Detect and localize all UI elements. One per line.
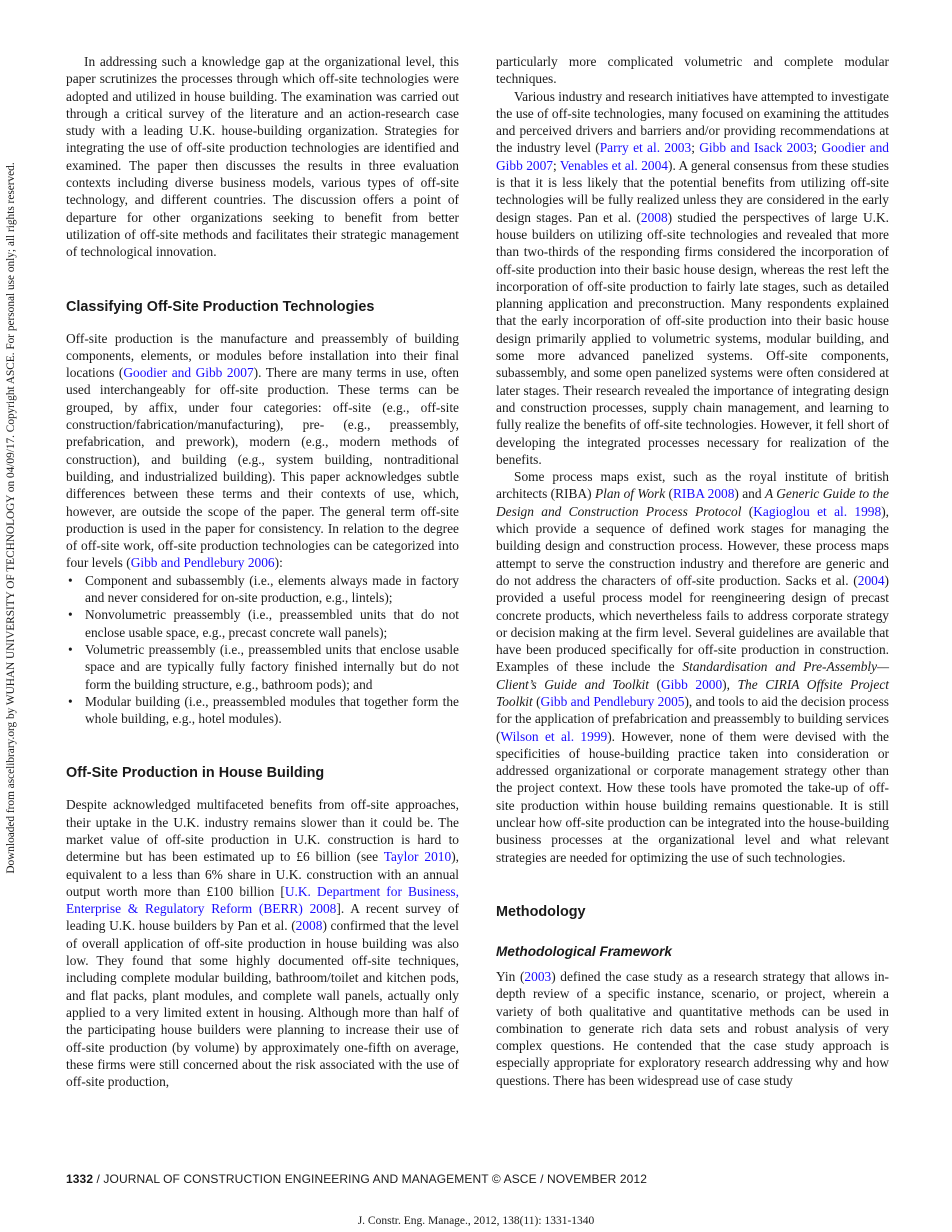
body-text: Volumetric preassembly (i.e., preassembled units that enclose usable space and are typically fully factory finished internally but do not form the building structure, e.g., bathroom pods); and: [85, 641, 459, 692]
citation-link[interactable]: Gibb and Pendlebury 2005: [540, 693, 685, 709]
list-item: [66, 693, 459, 728]
body-text: ). A general consensus from these studies is that it is less likely that the potential benefits from utilizing off-site technologies will be fully realized unless they are considered in the early design stages. Pan et al. (: [496, 157, 889, 225]
citation-link[interactable]: Parry et al. 2003: [599, 140, 692, 156]
body-text: (: [648, 676, 662, 692]
citation-link[interactable]: Kagioglou et al. 1998: [753, 503, 882, 519]
list-item: [66, 606, 459, 641]
citation-line: J. Constr. Eng. Manage., 2012, 138(11): 1331-1340: [357, 1215, 595, 1227]
bullet-icon: •: [68, 572, 73, 588]
paragraph: [496, 88, 889, 469]
body-text: ):: [274, 555, 283, 571]
italic-title: Standardisation and Pre-Assembly—Client’s Guide and Toolkit: [496, 659, 889, 692]
citation-link[interactable]: Taylor 2010: [383, 849, 452, 865]
body-text: Yin (: [496, 968, 525, 984]
section-heading: Classifying Off-Site Production Technologies: [66, 298, 375, 315]
page-number: 1332: [66, 1172, 94, 1186]
citation-link[interactable]: Gibb and Pendlebury 2006: [130, 555, 275, 571]
paragraph: [66, 53, 459, 261]
body-text: (: [665, 486, 673, 502]
body-text: Nonvolumetric preassembly (i.e., preassembled units that do not enclose usable space, e.g., precast concrete wall panels);: [85, 607, 459, 640]
citation-link[interactable]: Gibb 2000: [661, 676, 723, 692]
body-text: ) provided a useful process model for reengineering design of precast concrete products, which nevertheless fails to address corporate strategy or decision making at the firm level. Several guidelines are available that have been produced specifically for off-site production in construction. Examples of these include the: [496, 572, 889, 675]
citation-link[interactable]: 2008: [295, 918, 323, 934]
body-text: ). There are many terms in use, often used interchangeably for off-site production. These terms can be grouped, by affix, under four categories: off-site (e.g., off-site construction/fabrication/manufacturing), pre- (e.g., preassembly, prefabrication, and prework), modern (e.g., modern methods of construction), and building (e.g., system building, nontraditional building, and industrialized building). This paper acknowledges subtle differences between these terms and their contexts of use, which, however, are outside the scope of the paper. The general term off-site production is used in the paper for consistency. In relation to the degree of off-site work, off-site production technologies can be categorized into four levels (: [66, 365, 460, 571]
body-text: ;: [553, 157, 560, 173]
body-text: ) and: [734, 486, 765, 502]
body-text: ), equivalent to a less than 6% share in U.K. construction with an annual output worth more than £100 billion [: [66, 849, 460, 899]
body-text: Some process maps exist, such as the royal institute of british architects (RIBA): [496, 469, 889, 502]
body-text: ). However, none of them were devised with the specificities of house-building practice taken into consideration or addressed organizational or corporate management strategy other than the project context. How these tools have promoted the take-up of off-site production within house building remains questionable. It is still unclear how off-site production can be integrated into the house-building business processes at the organizational level and what relevant strategies are needed for optimizing the use of such technologies.: [496, 728, 889, 865]
citation-link[interactable]: Goodier and Gibb 2007: [123, 365, 254, 381]
body-text: ), and tools to aid the decision process for the application of prefabrication and preassembly to building services (: [496, 693, 890, 744]
citation-link[interactable]: Goodier and Gibb 2007: [496, 140, 889, 173]
citation-link[interactable]: Wilson et al. 1999: [500, 728, 608, 744]
italic-title: The CIRIA Offsite Project Toolkit: [496, 676, 890, 709]
body-text: ) defined the case study as a research strategy that allows in-depth review of a specific instance, scenario, or project, wherein a variety of both qualitative and quantitative methods can be used in combination to generate rich data sets and robust analysis of very complex questions. He contended that the case study approach is especially appropriate for exploratory research addressing why and how questions. There has been widespread use of case study: [496, 968, 889, 1088]
citation-link[interactable]: Gibb and Isack 2003: [699, 140, 814, 156]
bullet-list: [66, 572, 459, 728]
right-column: [496, 53, 889, 1089]
citation-link[interactable]: Venables et al. 2004: [559, 157, 668, 173]
bullet-icon: •: [68, 693, 73, 709]
body-text: ;: [813, 140, 822, 156]
paragraph: [496, 968, 889, 1089]
paragraph: [496, 468, 889, 866]
citation-link[interactable]: 2003: [524, 968, 552, 984]
page-footer: [66, 1172, 647, 1186]
body-text: ;: [691, 140, 700, 156]
paragraph: [66, 796, 459, 1090]
paragraph: [66, 330, 459, 572]
citation-link[interactable]: U.K. Department for Business, Enterprise & Regulatory Reform (BERR) 2008: [66, 883, 459, 917]
paragraph: [496, 53, 889, 88]
subsection-heading: Methodological Framework: [496, 943, 672, 959]
body-text: ) studied the perspectives of large U.K. house builders on utilizing off-site technologies and revealed that more than two-thirds of the responding firms considered the incorporation of off-site production into their basic house design, whereas the rest left the incorporation of off-site production to fairly late stages, such as detailed planning application and preconstruction. Many respondents explained that the early incorporation of off-site production into their basic house design primarily applied to volumetric systems, modular building, and some more advanced panelized systems. Off-site components, subassembly, and some open panelized systems were often considered at later stages. Their research revealed the importance of integrating design and construction processes, supply chain management, and learning to fully realize the benefits of off-site technologies. However, it fell short of developing the integrated processes necessary for realization of the benefits.: [496, 209, 889, 467]
section-heading: Off-Site Production in House Building: [66, 765, 325, 782]
citation-link[interactable]: RIBA 2008: [673, 486, 735, 502]
body-text: In addressing such a knowledge gap at the organizational level, this paper scrutinizes the processes through which off-site technologies were adopted and utilized in house building. The examination was carried out through a critical survey of the literature and an action-research case study with a leading U.K. house-building organization. Strategies for integrating the use of off-site production technologies are identified and examined. The paper then discusses the results in three evaluation contexts including diverse business models, various types of off-site technology, and different countries. The discussion offers a point of departure for other organizations seeking to benefit from better utilization of off-site methods and facilitates their strategic management of technological innovation.: [66, 54, 459, 260]
body-text: (: [741, 503, 754, 519]
body-text: particularly more complicated volumetric and complete modular techniques.: [496, 54, 889, 87]
list-item: [66, 572, 459, 607]
body-text: Despite acknowledged multifaceted benefits from off-site approaches, their uptake in the U.K. industry remains slower than it could be. The market value of off-site production in U.K. construction is hard to determine but has been estimated up to £6 billion (see: [66, 797, 459, 865]
bullet-icon: •: [68, 641, 73, 657]
body-text: ]. A recent survey of leading U.K. house builders by Pan et al. (: [66, 901, 459, 934]
bullet-icon: •: [68, 607, 73, 623]
section-heading: Methodology: [496, 903, 586, 920]
download-notice: Downloaded from ascelibrary.org by WUHAN UNIVERSITY OF TECHNOLOGY on 04/09/17. Copyright ASCE. For personal use only; all rights reserved.: [5, 162, 17, 874]
body-text: Off-site production is the manufacture and preassembly of building components, elements, or modules before installation into their final locations (: [66, 330, 459, 381]
left-column: [66, 53, 459, 1090]
italic-title: A Generic Guide to the Design and Construction Process Protocol: [496, 486, 889, 519]
body-text: Various industry and research initiatives have attempted to investigate the use of off-site technologies, many focused on examining the attitudes and perceived drivers and barriers and/or providing recommendations at the industry level (: [496, 88, 889, 156]
body-text: Component and subassembly (i.e., elements always made in factory and never considered for on-site production, e.g., lintels);: [85, 572, 459, 606]
body-text: (: [532, 693, 541, 709]
citation-link[interactable]: 2004: [857, 572, 885, 588]
body-text: ),: [722, 676, 738, 692]
italic-title: Plan of Work: [594, 486, 666, 502]
body-text: ) confirmed that the level of overall application of off-site production in house building was also low. They found that some highly documented off-site techniques, including complete modular building, bathroom/toilet and kitchen pods, and flat packs, plant modules, and complete wall panels, actually only applied to a very limited extent in housing. Although more than half of the participating house builders were planning to increase their use of off-site production (by volume) by approximately one-fifth on average, these firms were still concerned about the risk associated with the use of off-site production,: [66, 918, 459, 1090]
journal-info: / JOURNAL OF CONSTRUCTION ENGINEERING AND MANAGEMENT © ASCE / NOVEMBER 2012: [93, 1172, 647, 1186]
body-text: Modular building (i.e., preassembled modules that together form the whole building, e.g., hotel modules).: [85, 693, 459, 727]
citation-link[interactable]: 2008: [640, 209, 668, 225]
body-text: ), which provide a sequence of defined work stages for managing the building design and construction process. However, these process maps attempt to serve the construction industry and therefore are generic and do not address the characters of off-site production. Sacks et al. (: [496, 503, 890, 588]
list-item: [66, 641, 459, 693]
